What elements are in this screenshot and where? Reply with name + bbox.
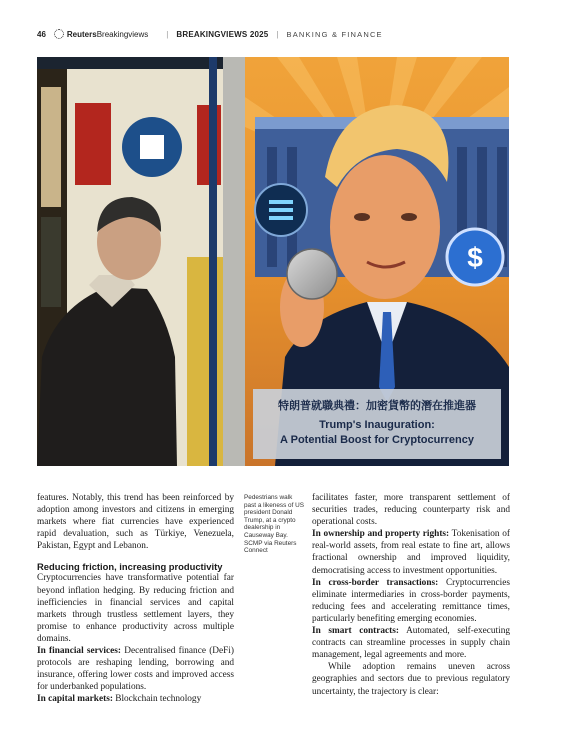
- paragraph: In smart contracts: Automated, self-executing contracts can streamline processes in supply chain management, legal agreements and more.: [312, 626, 510, 661]
- photo-caption: Pedestrians walk past a likeness of US president Donald Trump, at a crypto dealership in Causeway Bay. SCMP via Reuters Connect: [244, 494, 305, 555]
- paragraph: Cryptocurrencies have transformative potential far beyond inflation hedging. By reducing friction and inefficiencies in financial services and capital markets through trustless settlement layers, they promise to enhance productivity across multiple domains.: [37, 573, 234, 644]
- sign-line-2: A Potential Boost for Cryptocurrency: [280, 434, 474, 446]
- publication-title: BREAKINGVIEWS 2025: [176, 29, 269, 39]
- inline-label: In financial services:: [37, 646, 121, 657]
- paragraph: facilitates faster, more transparent settlement of securities trades, reducing counterparty risk and operational costs.: [312, 493, 510, 528]
- reuters-logo-icon: [54, 29, 64, 39]
- inline-label: In smart contracts:: [312, 626, 399, 637]
- inline-label: In cross-border transactions:: [312, 577, 439, 588]
- svg-text:$: $: [467, 242, 483, 273]
- sign-chinese-text: 特朗普就職典禮：加密貨幣的潛在推進器: [278, 399, 476, 412]
- section-heading: Reducing friction, increasing productivity: [37, 561, 223, 573]
- logo-reuters-text: Reuters: [66, 29, 97, 39]
- paragraph: In financial services: Decentralised finance (DeFi) protocols are reshaping lending, borrowing and insurance, offering lower costs and improved access for underbanked populations.: [37, 646, 234, 693]
- paragraph: features. Notably, this trend has been reinforced by adoption among investors and citizens in emerging markets where fiat currencies have experienced rapid devaluation, such as Türkiye, Venezuela, Pakistan, Egypt and Lebanon.: [37, 493, 234, 552]
- page-number: 46: [37, 29, 46, 39]
- header-divider: |: [276, 29, 279, 39]
- text-column-right: [312, 492, 510, 698]
- paragraph: In ownership and property rights: Tokenisation of real-world assets, from real estate to fine art, allows fractional ownership and improved liquidity, democratising access to investment opportunities.: [312, 529, 511, 576]
- inline-label: In capital markets:: [37, 694, 113, 705]
- inline-label: In ownership and property rights:: [312, 529, 450, 540]
- sign-line-1: Trump's Inauguration:: [319, 419, 435, 431]
- text-column-left: [37, 492, 234, 706]
- article-photo: [37, 57, 509, 466]
- paragraph: In cross-border transactions: Cryptocurrencies eliminate intermediaries in cross-border payments, reducing fees and accelerating remittance times, particularly benefiting emerging economies.: [312, 577, 510, 624]
- paragraph: While adoption remains uneven across geographies and sectors due to previous regulatory uncertainty, the trajectory is clear:: [312, 662, 510, 697]
- reuters-logo: [54, 29, 148, 39]
- header-divider: |: [166, 29, 169, 39]
- paragraph: In capital markets: Blockchain technology: [37, 694, 202, 705]
- logo-breakingviews-text: Breakingviews: [96, 29, 149, 39]
- page-header: [37, 27, 543, 41]
- section-title: BANKING & FINANCE: [286, 29, 383, 39]
